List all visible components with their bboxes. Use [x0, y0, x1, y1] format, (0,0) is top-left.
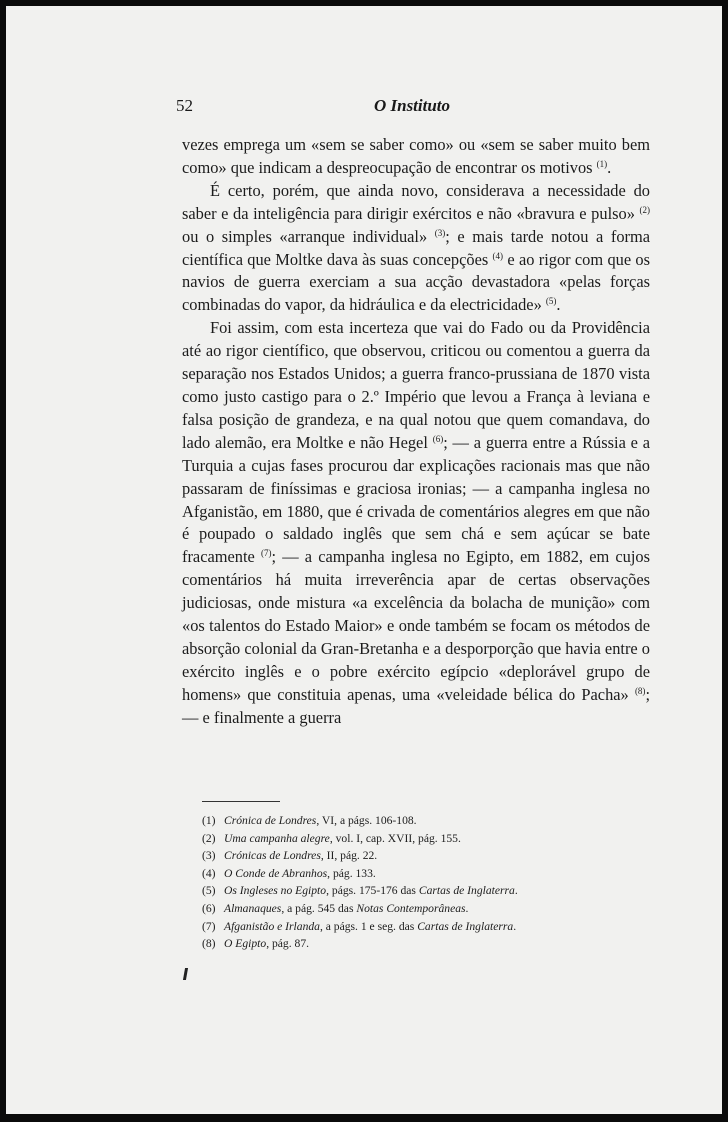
text-run: ; — e finalmente a guerra [182, 684, 650, 727]
paragraph [182, 180, 650, 317]
paragraph [182, 134, 650, 180]
text-run: , vol. I, cap. XVII, pág. 155. [329, 831, 461, 845]
footnote [202, 847, 662, 865]
footnote-ref: (8) [634, 685, 646, 696]
page-number: 52 [176, 96, 193, 115]
text-run: ou o simples «arranque individual» [182, 226, 435, 246]
footnote-mark: (6) [202, 901, 216, 915]
text-run: ; — a campanha inglesa no Egipto, em 1882, em cujos comentários há muita irreverência apar de certas observações judiciosas, onde mistura «a excelência da bolacha de munição» com «os talentos do Estado Maior» e onde também se focam os métodos de absorção colonial da Gran-Bretanha e a desporporção que havia entre o exército inglês e o pobre exército egípcio «deplorável grupo de homens» que constituia apenas, uma «veleidade bélica do Pacha» [182, 547, 650, 704]
footnote [202, 812, 662, 830]
text-run: . [607, 157, 612, 177]
footnote-ref: (6) [432, 433, 444, 444]
text-run: , VI, a págs. 106-108. [316, 814, 417, 827]
footnote-divider [202, 801, 280, 802]
text-run: , pág. 87. [266, 937, 310, 951]
footnote [202, 830, 662, 848]
text-run: , a pág. 545 das [281, 901, 357, 915]
text-run: , II, pág. 22. [320, 849, 378, 863]
italic-title: Afganistão e Irlanda [224, 919, 320, 933]
footnote-mark: (1) [202, 814, 216, 827]
footnote-mark: (3) [202, 849, 216, 863]
footnote-mark: (5) [202, 884, 216, 898]
paragraph [182, 317, 650, 729]
text-run: . [514, 884, 518, 898]
footnote [202, 865, 662, 883]
footnote [202, 918, 662, 936]
footnote-mark: (7) [202, 919, 216, 933]
footnote-ref: (4) [492, 250, 504, 261]
text-run: É certo, porém, que ainda novo, considerava a necessidade do saber e da inteligência para dirigir exércitos e não «bravura e pulso» [182, 180, 650, 223]
italic-title: Cartas de Inglaterra [417, 919, 514, 933]
footnote-list [202, 812, 662, 953]
text-run: . [513, 919, 517, 933]
text-run: vezes emprega um «sem se saber como» ou «sem se saber muito bem como» que indicam a despreocupação de encontrar os motivos [182, 135, 650, 177]
italic-title: Almanaques [224, 901, 282, 915]
page-header [174, 96, 650, 118]
italic-title: O Conde de Abranhos [224, 866, 328, 880]
footnote-mark: (2) [202, 831, 216, 845]
italic-title: Uma campanha alegre [224, 831, 330, 845]
text-run: , pág. 133. [327, 866, 376, 880]
text-run: . [465, 901, 469, 915]
text-run: ; — a guerra entre a Rússia e a Turquia a cujas fases procurou dar explicações racionais mas que não passaram de finíssimas e graciosa ironias; — a campanha inglesa no Afganistão, em 1880, que é crivada de comentários alegres em que não é poupado o saldado inglês que sem chá e sem açúcar se bate fracamente [182, 432, 650, 567]
footnote-ref: (2) [639, 204, 650, 215]
text-run: , a págs. 1 e seg. das [319, 919, 418, 933]
text-run: , págs. 175-176 das [326, 884, 419, 898]
footnote-mark: (8) [202, 937, 216, 951]
footnote-ref: (1) [596, 158, 608, 169]
italic-title: Crónica de Londres [224, 814, 317, 827]
text-run: . [556, 295, 561, 315]
italic-title: Cartas de Inglaterra [418, 884, 515, 898]
ink-mark [183, 968, 188, 980]
footnote-mark: (4) [202, 866, 216, 880]
running-title: O Instituto [373, 96, 451, 115]
italic-title: O Egipto [224, 937, 267, 951]
footnote-ref: (3) [434, 227, 446, 238]
book-page [6, 6, 722, 1114]
text-run: ; e mais tarde notou a forma científica que Moltke dava às suas concepções [182, 226, 651, 269]
italic-title: Crónicas de Londres [224, 849, 321, 863]
footnote-ref: (7) [260, 548, 272, 559]
footnote [202, 900, 662, 918]
italic-title: Notas Contemporâneas [356, 901, 466, 915]
footnote [202, 935, 662, 953]
body-text [182, 134, 650, 730]
italic-title: Os Ingleses no Egipto [224, 884, 327, 898]
footnote [202, 882, 662, 900]
text-run: Foi assim, com esta incerteza que vai do Fado ou da Providência até ao rigor científico, que observou, criticou ou comentou a guerra da separação nos Estados Unidos; a guerra franco-prussiana de 1870 vista como justo castigo para o 2.º Império que levou a França à leviana e falsa posição de grandeza, e na qual notou que quem comandava, do lado alemão, era Moltke e não Hegel [182, 318, 650, 452]
footnote-ref: (5) [545, 296, 557, 307]
text-run: e ao rigor com que os navios de guerra exerciam a sua acção devastadora «pelas forças combinadas do vapor, da hidráulica e da electricidade» [182, 249, 650, 315]
